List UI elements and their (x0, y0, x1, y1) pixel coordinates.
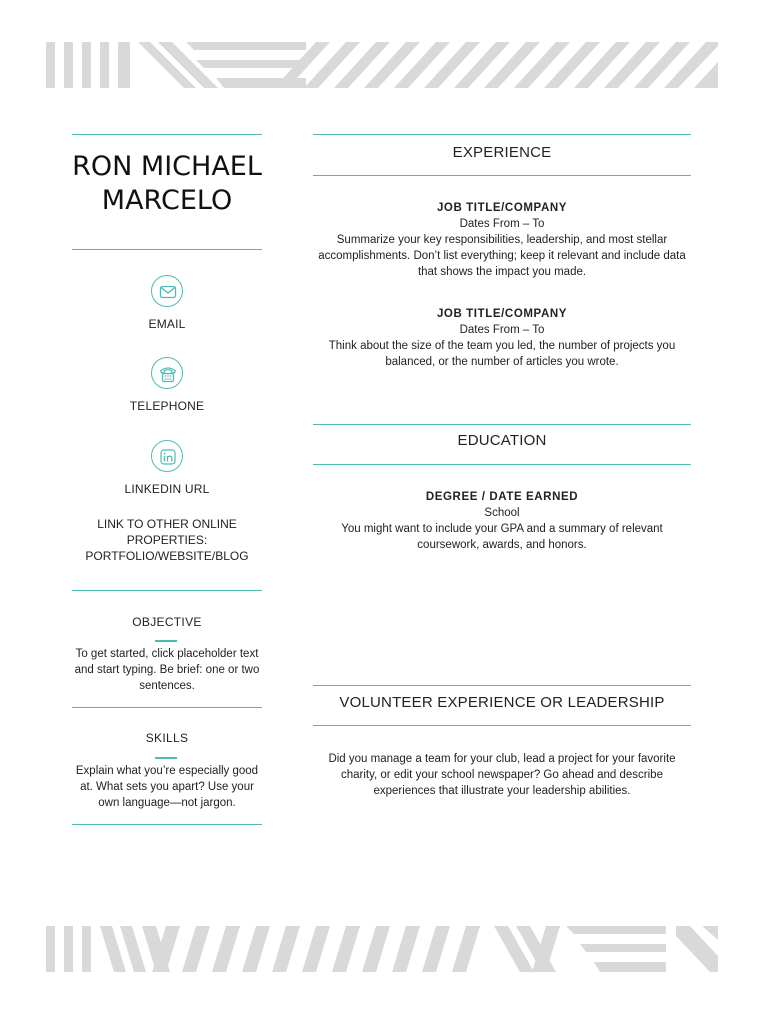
volunteer-bottom-rule (313, 725, 691, 726)
education-entry (313, 489, 691, 553)
experience-heading: EXPERIENCE (452, 144, 552, 161)
job-dates: Dates From – To (459, 324, 545, 336)
decorative-bottom-band (46, 926, 718, 972)
volunteer-top-rule (313, 685, 691, 686)
education-bottom-rule (313, 464, 691, 465)
skills-bottom-rule (72, 824, 262, 825)
degree-title: DEGREE / DATE EARNED (425, 491, 579, 503)
job-dates: Dates From – To (459, 218, 545, 230)
skills-heading: SKILLS (145, 731, 189, 745)
job-entry (313, 200, 691, 280)
skills-top-rule (72, 707, 262, 708)
volunteer-entry (313, 751, 691, 799)
objective-mini-rule (155, 640, 177, 642)
experience-bottom-rule (313, 175, 691, 176)
skills-text: Explain what you’re especially good at. What sets you apart? Use your own language—not jargon. (75, 765, 259, 809)
volunteer-heading: VOLUNTEER EXPERIENCE OR LEADERSHIP (339, 694, 665, 711)
job-entry (313, 306, 691, 370)
telephone-label[interactable]: TELEPHONE (129, 399, 205, 413)
job-description: Summarize your key responsibilities, leadership, and most stellar accomplishments. Don’t list everything; keep it relevant and include data that shows the impact you made. (318, 234, 686, 278)
objective-text: To get started, click placeholder text and start typing. Be brief: one or two sentences. (74, 648, 260, 692)
candidate-name: RON MICHAEL MARCELO (72, 151, 262, 216)
school-name: School (484, 507, 520, 519)
skills-mini-rule (155, 757, 177, 759)
email-label[interactable]: EMAIL (148, 317, 186, 331)
experience-top-rule (313, 134, 691, 135)
telephone-icon (151, 357, 183, 389)
objective-top-rule (72, 590, 262, 591)
decorative-top-band (46, 42, 718, 88)
linkedin-icon (151, 440, 183, 472)
objective-heading: OBJECTIVE (132, 615, 202, 629)
volunteer-text: Did you manage a team for your club, lead a project for your favorite charity, or edit your school newspaper? Go ahead and describe experiences that illustrate your leadership abilities. (328, 753, 676, 797)
other-online-properties[interactable]: LINK TO OTHER ONLINE PROPERTIES: PORTFOLIO/WEBSITE/BLOG (85, 517, 249, 563)
job-description: Think about the size of the team you led, the number of projects you balanced, or the number of articles you wrote. (328, 340, 676, 368)
education-description: You might want to include your GPA and a summary of relevant coursework, awards, and honors. (341, 523, 663, 551)
linkedin-label[interactable]: LINKEDIN URL (124, 482, 210, 496)
education-heading: EDUCATION (457, 432, 547, 449)
name-top-rule (72, 134, 262, 135)
education-top-rule (313, 424, 691, 425)
job-title: JOB TITLE/COMPANY (436, 308, 568, 320)
name-bottom-rule (72, 249, 262, 250)
job-title: JOB TITLE/COMPANY (436, 202, 568, 214)
email-icon (151, 275, 183, 307)
